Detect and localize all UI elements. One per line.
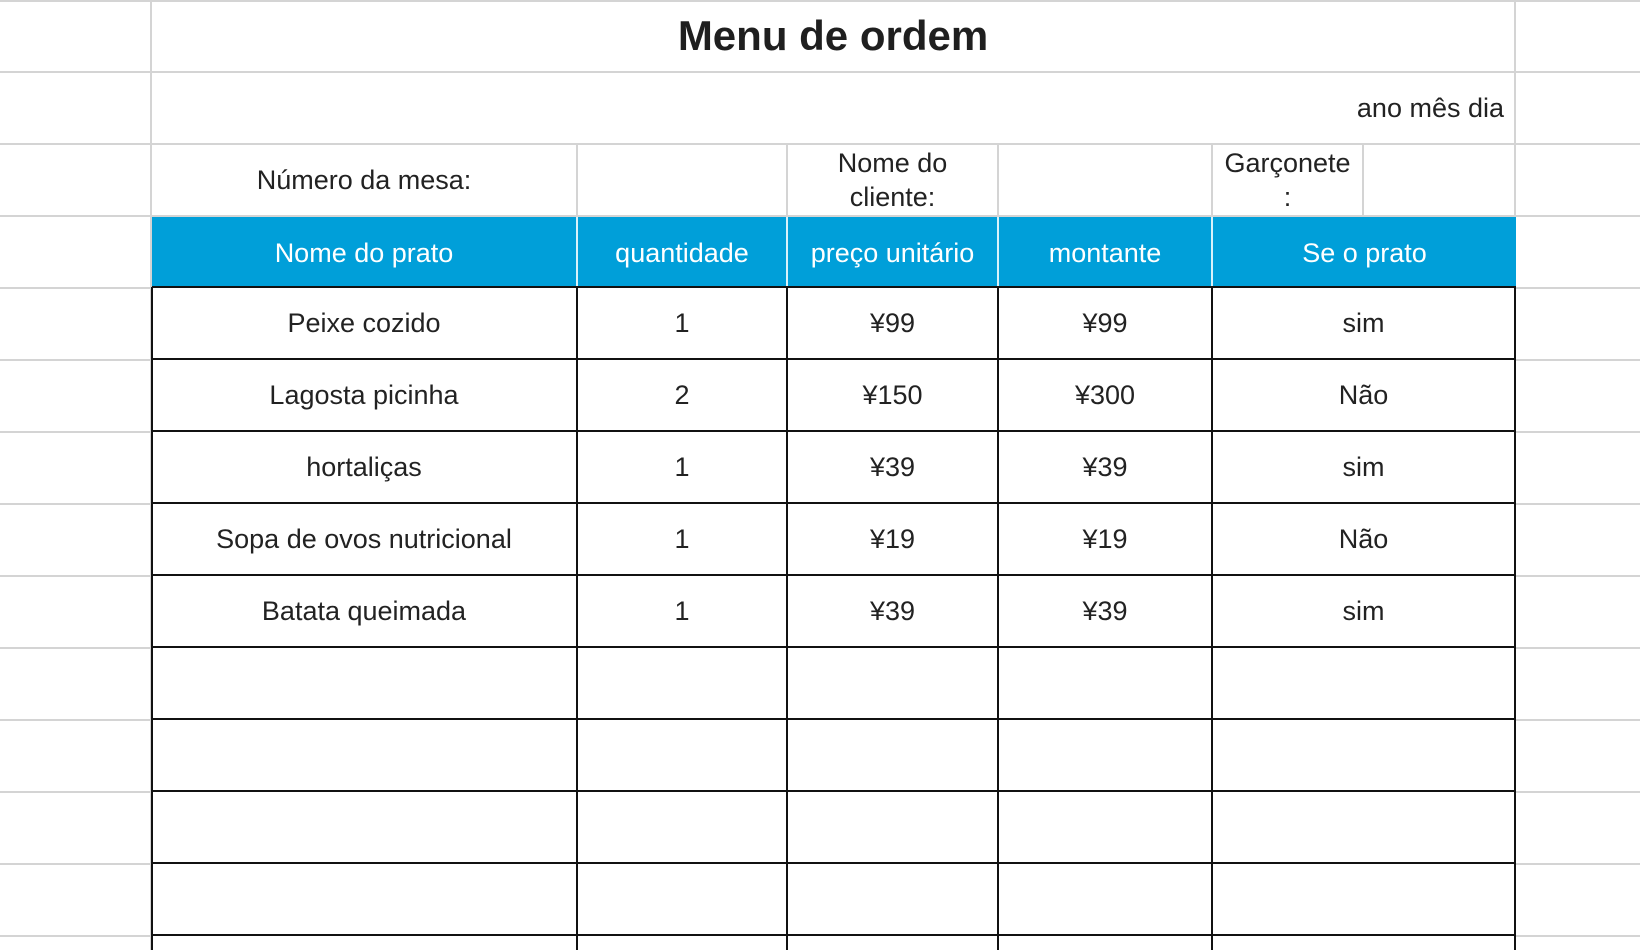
table-cell-quantity[interactable]: 1 xyxy=(674,452,690,482)
table-cell-amount[interactable] xyxy=(999,864,1211,934)
table-cell-unit-price[interactable]: ¥39 xyxy=(869,596,916,626)
gridline xyxy=(1516,575,1640,577)
gridline xyxy=(1516,647,1640,649)
waitress-label-line1: Garçonete xyxy=(1224,148,1351,178)
column-header-amount[interactable]: montante xyxy=(1048,237,1162,268)
table-cell-unit-price[interactable] xyxy=(788,648,997,718)
table-cell-amount[interactable] xyxy=(999,792,1211,862)
waitress-label[interactable] xyxy=(1213,145,1362,215)
gridline xyxy=(0,503,152,505)
column-header-quantity[interactable]: quantidade xyxy=(615,237,749,268)
table-cell-quantity[interactable]: 1 xyxy=(674,524,690,554)
gridline xyxy=(0,287,152,289)
table-cell-served[interactable] xyxy=(1213,720,1514,790)
table-cell-served[interactable]: sim xyxy=(1342,596,1385,626)
table-cell-served[interactable] xyxy=(1213,792,1514,862)
gridline xyxy=(1516,935,1640,937)
table-cell-dish-name[interactable] xyxy=(152,720,576,790)
table-cell-amount[interactable]: ¥39 xyxy=(1082,596,1128,626)
gridline xyxy=(1516,719,1640,721)
table-cell-dish-name[interactable] xyxy=(152,648,576,718)
gridline xyxy=(0,791,152,793)
gridline xyxy=(0,719,152,721)
table-cell-quantity[interactable]: 1 xyxy=(674,308,690,338)
table-cell-served[interactable]: Não xyxy=(1338,524,1389,554)
table-cell-dish-name[interactable]: Sopa de ovos nutricional xyxy=(216,524,512,554)
table-number-input[interactable] xyxy=(578,145,786,215)
table-cell-unit-price[interactable]: ¥150 xyxy=(862,380,923,410)
gridline xyxy=(0,431,152,433)
gridline xyxy=(1516,863,1640,865)
gridline xyxy=(0,575,152,577)
table-cell-dish-name[interactable] xyxy=(152,864,576,934)
gridline xyxy=(1516,431,1640,433)
table-cell-amount[interactable]: ¥300 xyxy=(1074,380,1136,410)
gridline xyxy=(0,647,152,649)
table-cell-served[interactable]: Não xyxy=(1338,380,1389,410)
table-border xyxy=(152,934,1516,936)
table-cell-dish-name[interactable]: Lagosta picinha xyxy=(269,380,459,410)
table-cell-unit-price[interactable] xyxy=(788,720,997,790)
table-cell-served[interactable] xyxy=(1213,648,1514,718)
table-cell-dish-name[interactable]: Batata queimada xyxy=(261,596,467,626)
customer-name-input[interactable] xyxy=(999,145,1211,215)
column-header-served[interactable]: Se o prato xyxy=(1302,237,1427,268)
table-cell-dish-name[interactable]: hortaliças xyxy=(306,452,422,482)
table-cell-unit-price[interactable]: ¥19 xyxy=(869,524,916,554)
waitress-label-line2: : xyxy=(1283,182,1292,212)
table-number-label[interactable]: Número da mesa: xyxy=(256,165,472,195)
table-border xyxy=(1514,287,1516,950)
table-cell-served[interactable]: sim xyxy=(1342,452,1385,482)
table-cell-unit-price[interactable]: ¥39 xyxy=(869,452,916,482)
page-title[interactable]: Menu de ordem xyxy=(677,11,989,59)
gridline xyxy=(0,863,152,865)
table-cell-amount[interactable]: ¥99 xyxy=(1082,308,1128,338)
table-cell-amount[interactable] xyxy=(999,720,1211,790)
table-cell-quantity[interactable]: 2 xyxy=(674,380,690,410)
table-cell-unit-price[interactable]: ¥99 xyxy=(869,308,916,338)
table-cell-amount[interactable]: ¥39 xyxy=(1082,452,1128,482)
column-header-dish-name[interactable]: Nome do prato xyxy=(274,237,454,268)
table-cell-amount[interactable]: ¥19 xyxy=(1082,524,1128,554)
table-cell-served[interactable]: sim xyxy=(1342,308,1385,338)
customer-name-label[interactable] xyxy=(788,145,997,215)
table-cell-quantity[interactable] xyxy=(578,864,786,934)
customer-label-line1: Nome do xyxy=(837,148,948,178)
table-cell-quantity[interactable] xyxy=(578,648,786,718)
table-cell-quantity[interactable] xyxy=(578,792,786,862)
column-header-unit-price[interactable]: preço unitário xyxy=(810,237,975,268)
table-cell-dish-name[interactable]: Peixe cozido xyxy=(287,308,441,338)
table-cell-quantity[interactable]: 1 xyxy=(674,596,690,626)
gridline xyxy=(1516,503,1640,505)
gridline xyxy=(0,935,152,937)
table-cell-dish-name[interactable] xyxy=(152,792,576,862)
date-cell[interactable]: ano mês dia xyxy=(1356,93,1504,123)
gridline xyxy=(0,359,152,361)
table-cell-served[interactable] xyxy=(1213,864,1514,934)
gridline xyxy=(1516,287,1640,289)
waitress-input[interactable] xyxy=(1364,145,1514,215)
table-cell-amount[interactable] xyxy=(999,648,1211,718)
table-cell-unit-price[interactable] xyxy=(788,864,997,934)
table-cell-unit-price[interactable] xyxy=(788,792,997,862)
gridline xyxy=(1516,359,1640,361)
table-cell-quantity[interactable] xyxy=(578,720,786,790)
customer-label-line2: cliente: xyxy=(849,182,936,212)
gridline xyxy=(1516,791,1640,793)
